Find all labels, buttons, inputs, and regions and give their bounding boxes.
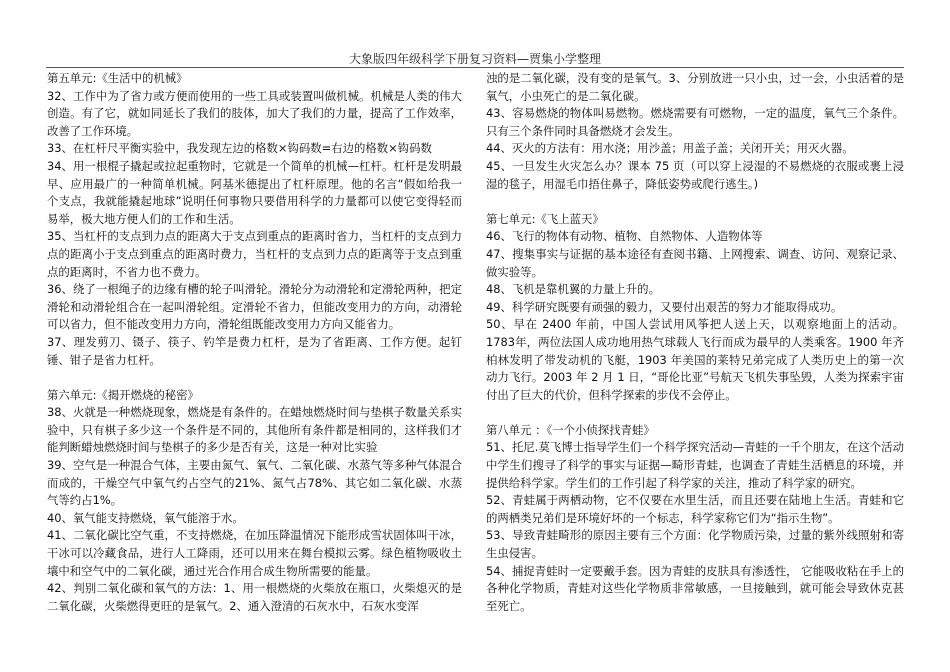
paragraph: 47、搜集事实与证据的基本途径有查阅书籍、上网搜索、调查、访问、观察记录、做实验等。 [486, 246, 904, 279]
section-heading: 第六单元:《揭开燃烧的秘密》 [47, 387, 199, 402]
paragraph: 50、早在 2400 年前，中国人尝试用风筝把人送上天，以观察地面上的活动。1783年，两位法国人成功地用热气球载人飞行而成为最早的人类乘客。1900 年齐柏林发明了带发动机的飞艇，1903 年美国的莱特兄弟完成了人类历史上的第一次动力飞行。2003 年 2 月 1 日，“哥伦比亚”号航天飞机失事坠毁，人类为探索宇宙付出了巨大的代价，但科学探索的步伐不会停止。 [486, 317, 904, 402]
paragraph: 39、空气是一种混合气体，主要由氮气、氧气、二氧化碳、水蒸气等多种气体混合而成的，干燥空气中氧气约占空气的21%、氮气占78%、其它如二氧化碳、水蒸气等约占1%。 [47, 458, 462, 508]
paragraph: 34、用一根棍子撬起或拉起重物时，它就是一个简单的机械—杠杆。杠杆是发明最早、应用最广的一种简单机械。阿基米德提出了杠杆原理。他的名言“假如给我一个支点，我就能撬起地球”说明任何事物只要借用科学的力量都可以使它变得轻而易举，极大地方便人们的工作和生活。 [47, 158, 462, 226]
section-heading: 第五单元:《生活中的机械》 [47, 71, 188, 85]
section-heading: 第八单元 ：《一个小侦探找青蛙》 [486, 422, 655, 437]
paragraph: 45、一旦发生火灾怎么办？课本 75 页（可以穿上浸湿的不易燃烧的衣服或裹上浸湿的毯子，用湿毛巾捂住鼻子，降低姿势或爬行逃生。) [486, 158, 904, 191]
paragraph: 37、理发剪刀、镊子、筷子、钓竿是费力杠杆，是为了省距离、工作方便。起钉锤、钳子是省力杠杆。 [47, 334, 462, 367]
paragraph: 54、捕捉青蛙时一定要戴手套。因为青蛙的皮肤具有渗透性， 它能吸收粘在手上的各种化学物质，青蛙对这些化学物质非常敏感，一旦接触到，就可能会导致休克甚至死亡。 [486, 563, 904, 613]
paragraph: 42、判别二氧化碳和氧气的方法：1、用一根燃烧的火柴放在瓶口，火柴熄灭的是二氧化碳，火柴燃得更旺的是氧气。2、通入澄清的石灰水中，石灰水变浑 [47, 581, 462, 613]
blank-line [486, 404, 904, 422]
paragraph: 52、青蛙属于两栖动物，它不仅要在水里生活，而且还要在陆地上生活。青蛙和它的两栖类兄弟们是环境好坏的一个标志，科学家称它们为“指示生物”。 [486, 493, 904, 525]
paragraph: 53、导致青蛙畸形的原因主要有三个方面：化学物质污染，过量的紫外线照射和寄生虫侵害。 [486, 528, 904, 561]
paragraph: 43、容易燃烧的物体叫易燃物。燃烧需要有可燃物，一定的温度，氧气三个条件。只有三个条件同时具备燃烧才会发生。 [486, 106, 904, 138]
paragraph: 46、飞行的物体有动物、植物、自然物体、人造物体等 [486, 229, 763, 244]
right-column [486, 70, 904, 615]
header-rule [46, 67, 904, 68]
blank-line [47, 369, 462, 387]
paragraph: 32、工作中为了省力或方便而使用的一些工具或装置叫做机械。机械是人类的伟大创造。有了它，就如同延长了我们的肢体，加大了我们的力量，提高了工作效率，改善了工作环境。 [47, 88, 462, 138]
paragraph: 35、当杠杆的支点到力点的距离大于支点到重点的距离时省力，当杠杆的支点到力点的距离小于支点到重点的距离时费力，当杠杆的支点到力点的距离等于支点到重点的距离时，不省力也不费力。 [47, 229, 462, 279]
blank-line [486, 193, 904, 211]
paragraph: 33、在杠杆尺平衡实验中，我发现左边的格数×钩码数=右边的格数×钩码数 [47, 141, 432, 156]
paragraph: 48、飞机是靠机翼的力量上升的。 [486, 282, 660, 297]
paragraph: 40、氧气能支持燃烧，氧气能溶于水。 [47, 510, 244, 525]
paragraph: 38、火就是一种燃烧现象，燃烧是有条件的。在蜡烛燃烧时间与垫棋子数量关系实验中，只有棋子多少这一个条件是不同的，其他所有条件都是相同的，这样我们才能判断蜡烛燃烧时间与垫棋子的多少是否有关，这是一种对比实验 [47, 405, 462, 455]
left-column [47, 70, 462, 615]
paragraph: 36、绕了一根绳子的边缘有槽的轮子叫滑轮。滑轮分为动滑轮和定滑轮两种，把定滑轮和动滑轮组合在一起叫滑轮组。定滑轮不省力，但能改变用力的方向，动滑轮可以省力，但不能改变用力方向，滑轮组既能改变用力方向又能省力。 [47, 282, 462, 332]
paragraph: 49、科学研究既要有顽强的毅力，又要付出艰苦的努力才能取得成功。 [486, 299, 843, 314]
paragraph: 51、托尼.莫飞博士指导学生们一个科学探究活动—青蛙的一千个朋友，在这个活动中学生们搜寻了科学的事实与证据—畸形青蛙，也调查了青蛙生活栖息的环境，并提供给科学家。学生们的工作引起了科学家的关注，推动了科学家的研究。 [486, 440, 904, 490]
page-header: 大象版四年级科学下册复习资料—贾集小学整理 [348, 52, 601, 66]
paragraph: 44、灭火的方法有：用水浇；用沙盖；用盖子盖；关闭开关；用灭火器。 [486, 141, 854, 156]
section-heading: 第七单元:《飞上蓝天》 [486, 211, 604, 226]
paragraph: 41、二氧化碳比空气重，不支持燃烧，在加压降温情况下能形成雪状固体叫干冰，干冰可以冷藏食品，进行人工降雨，还可以用来在舞台模拟云雾。绿色植物吸收土壤中和空气中的二氧化碳，通过光合作用合成生物所需要的能量。 [47, 528, 462, 578]
paragraph: 浊的是二氧化碳，没有变的是氧气。3、分别放进一只小虫，过一会，小虫活着的是氧气，小虫死亡的是二氧化碳。 [486, 71, 904, 103]
